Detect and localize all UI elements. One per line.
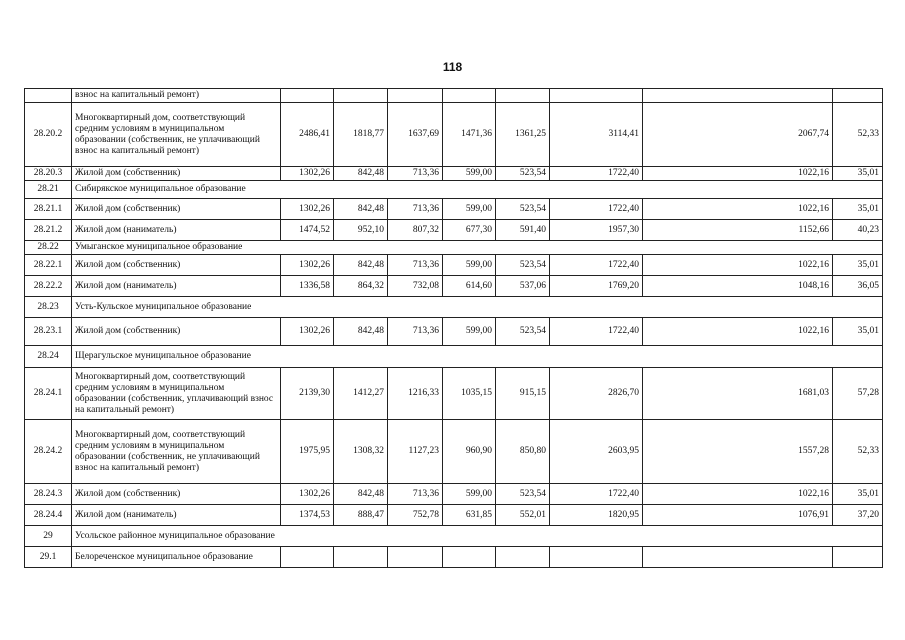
value-cell: 1022,16	[643, 318, 833, 346]
value-cell: 1474,52	[281, 220, 334, 241]
value-cell: 35,01	[833, 484, 883, 505]
table-row	[25, 368, 883, 420]
value-cell	[833, 89, 883, 103]
row-code: 28.21.1	[25, 199, 72, 220]
value-cell: 864,32	[334, 276, 388, 297]
table-row	[25, 199, 883, 220]
row-description: Жилой дом (собственник)	[72, 167, 281, 181]
value-cell: 1302,26	[281, 484, 334, 505]
value-cell: 591,40	[496, 220, 550, 241]
value-cell	[496, 89, 550, 103]
value-cell: 52,33	[833, 420, 883, 484]
row-code: 28.20.3	[25, 167, 72, 181]
value-cell: 599,00	[443, 318, 496, 346]
value-cell: 1302,26	[281, 199, 334, 220]
value-cell: 888,47	[334, 505, 388, 526]
value-cell: 1022,16	[643, 167, 833, 181]
value-cell: 35,01	[833, 318, 883, 346]
table-row	[25, 167, 883, 181]
section-title: Усть-Кульское муниципальное образование	[72, 297, 883, 318]
value-cell: 523,54	[496, 318, 550, 346]
value-cell: 537,06	[496, 276, 550, 297]
value-cell	[550, 89, 643, 103]
section-code: 28.23	[25, 297, 72, 318]
page-number: 118	[442, 60, 463, 74]
row-description: Жилой дом (собственник)	[72, 318, 281, 346]
row-description: Многоквартирный дом, соответствующий средним условиям в муниципальном образовании (собственник, не уплачивающий взнос на капитальный ремонт)	[72, 420, 281, 484]
row-code: 29.1	[25, 547, 72, 568]
table-row	[25, 276, 883, 297]
value-cell: 842,48	[334, 199, 388, 220]
section-row	[25, 181, 883, 199]
value-cell: 57,28	[833, 368, 883, 420]
value-cell: 1975,95	[281, 420, 334, 484]
row-code: 28.20.2	[25, 103, 72, 167]
value-cell: 1022,16	[643, 199, 833, 220]
section-title: Умыганское муниципальное образование	[72, 241, 883, 255]
value-cell: 1818,77	[334, 103, 388, 167]
value-cell: 1769,20	[550, 276, 643, 297]
value-cell: 599,00	[443, 255, 496, 276]
table-row	[25, 103, 883, 167]
section-row	[25, 526, 883, 547]
row-description: Жилой дом (наниматель)	[72, 220, 281, 241]
value-cell: 631,85	[443, 505, 496, 526]
value-cell: 1022,16	[643, 255, 833, 276]
table-row	[25, 420, 883, 484]
value-cell: 523,54	[496, 255, 550, 276]
value-cell: 677,30	[443, 220, 496, 241]
value-cell	[496, 547, 550, 568]
value-cell: 35,01	[833, 255, 883, 276]
value-cell: 713,36	[388, 167, 443, 181]
value-cell: 1302,26	[281, 318, 334, 346]
value-cell: 1076,91	[643, 505, 833, 526]
section-code: 29	[25, 526, 72, 547]
value-cell: 523,54	[496, 484, 550, 505]
value-cell: 752,78	[388, 505, 443, 526]
value-cell: 960,90	[443, 420, 496, 484]
value-cell: 599,00	[443, 484, 496, 505]
value-cell: 915,15	[496, 368, 550, 420]
value-cell	[643, 547, 833, 568]
row-description: Жилой дом (собственник)	[72, 484, 281, 505]
table-row	[25, 89, 883, 103]
section-row	[25, 346, 883, 368]
value-cell: 1557,28	[643, 420, 833, 484]
value-cell: 1722,40	[550, 167, 643, 181]
value-cell: 1820,95	[550, 505, 643, 526]
value-cell	[643, 89, 833, 103]
value-cell: 35,01	[833, 199, 883, 220]
value-cell: 1152,66	[643, 220, 833, 241]
section-code: 28.21	[25, 181, 72, 199]
value-cell: 523,54	[496, 199, 550, 220]
value-cell: 1957,30	[550, 220, 643, 241]
value-cell: 713,36	[388, 199, 443, 220]
section-code: 28.24	[25, 346, 72, 368]
row-code: 28.21.2	[25, 220, 72, 241]
value-cell	[334, 547, 388, 568]
value-cell: 1374,53	[281, 505, 334, 526]
value-cell: 1308,32	[334, 420, 388, 484]
table-row	[25, 484, 883, 505]
value-cell: 614,60	[443, 276, 496, 297]
value-cell: 713,36	[388, 255, 443, 276]
value-cell: 1722,40	[550, 318, 643, 346]
value-cell	[550, 547, 643, 568]
value-cell: 1048,16	[643, 276, 833, 297]
value-cell: 1022,16	[643, 484, 833, 505]
value-cell	[388, 89, 443, 103]
row-code: 28.22.2	[25, 276, 72, 297]
value-cell	[443, 547, 496, 568]
value-cell	[443, 89, 496, 103]
table-row	[25, 220, 883, 241]
value-cell	[334, 89, 388, 103]
value-cell	[281, 89, 334, 103]
section-row	[25, 297, 883, 318]
table-row	[25, 255, 883, 276]
section-code: 28.22	[25, 241, 72, 255]
value-cell: 1722,40	[550, 199, 643, 220]
value-cell: 1035,15	[443, 368, 496, 420]
row-code: 28.23.1	[25, 318, 72, 346]
value-cell: 1302,26	[281, 255, 334, 276]
value-cell: 40,23	[833, 220, 883, 241]
value-cell: 37,20	[833, 505, 883, 526]
value-cell: 807,32	[388, 220, 443, 241]
row-code: 28.24.4	[25, 505, 72, 526]
table-row	[25, 547, 883, 568]
row-description: Многоквартирный дом, соответствующий средним условиям в муниципальном образовании (собственник, не уплачивающий взнос на капитальный ремонт)	[72, 103, 281, 167]
row-description: Многоквартирный дом, соответствующий средним условиям в муниципальном образовании (собственник, уплачивающий взнос на капитальный ремонт)	[72, 368, 281, 420]
value-cell: 1336,58	[281, 276, 334, 297]
row-code: 28.24.3	[25, 484, 72, 505]
value-cell: 35,01	[833, 167, 883, 181]
section-title: Усольское районное муниципальное образование	[72, 526, 883, 547]
value-cell: 1471,36	[443, 103, 496, 167]
section-title: Сибирякское муниципальное образование	[72, 181, 883, 199]
value-cell: 842,48	[334, 318, 388, 346]
value-cell: 1412,27	[334, 368, 388, 420]
row-description: Жилой дом (наниматель)	[72, 505, 281, 526]
row-description: Жилой дом (собственник)	[72, 199, 281, 220]
row-code	[25, 89, 72, 103]
value-cell: 552,01	[496, 505, 550, 526]
value-cell: 1681,03	[643, 368, 833, 420]
value-cell: 3114,41	[550, 103, 643, 167]
tariff-table	[24, 88, 883, 568]
row-code: 28.24.1	[25, 368, 72, 420]
value-cell: 599,00	[443, 199, 496, 220]
row-description: Белореченское муниципальное образование	[72, 547, 281, 568]
value-cell: 842,48	[334, 167, 388, 181]
value-cell	[388, 547, 443, 568]
value-cell: 1361,25	[496, 103, 550, 167]
value-cell: 2826,70	[550, 368, 643, 420]
row-description: Жилой дом (наниматель)	[72, 276, 281, 297]
value-cell: 1302,26	[281, 167, 334, 181]
value-cell: 713,36	[388, 318, 443, 346]
value-cell: 52,33	[833, 103, 883, 167]
value-cell: 842,48	[334, 255, 388, 276]
value-cell: 842,48	[334, 484, 388, 505]
value-cell: 2139,30	[281, 368, 334, 420]
value-cell: 952,10	[334, 220, 388, 241]
value-cell: 2067,74	[643, 103, 833, 167]
value-cell: 599,00	[443, 167, 496, 181]
value-cell: 1722,40	[550, 484, 643, 505]
table-row	[25, 505, 883, 526]
value-cell: 732,08	[388, 276, 443, 297]
value-cell	[833, 547, 883, 568]
value-cell: 713,36	[388, 484, 443, 505]
value-cell: 36,05	[833, 276, 883, 297]
value-cell	[281, 547, 334, 568]
table-row	[25, 318, 883, 346]
value-cell: 1127,23	[388, 420, 443, 484]
row-description: взнос на капитальный ремонт)	[72, 89, 281, 103]
section-title: Щерагульское муниципальное образование	[72, 346, 883, 368]
row-code: 28.22.1	[25, 255, 72, 276]
value-cell: 850,80	[496, 420, 550, 484]
value-cell: 523,54	[496, 167, 550, 181]
row-description: Жилой дом (собственник)	[72, 255, 281, 276]
value-cell: 2603,95	[550, 420, 643, 484]
value-cell: 1722,40	[550, 255, 643, 276]
value-cell: 2486,41	[281, 103, 334, 167]
section-row	[25, 241, 883, 255]
value-cell: 1637,69	[388, 103, 443, 167]
row-code: 28.24.2	[25, 420, 72, 484]
value-cell: 1216,33	[388, 368, 443, 420]
